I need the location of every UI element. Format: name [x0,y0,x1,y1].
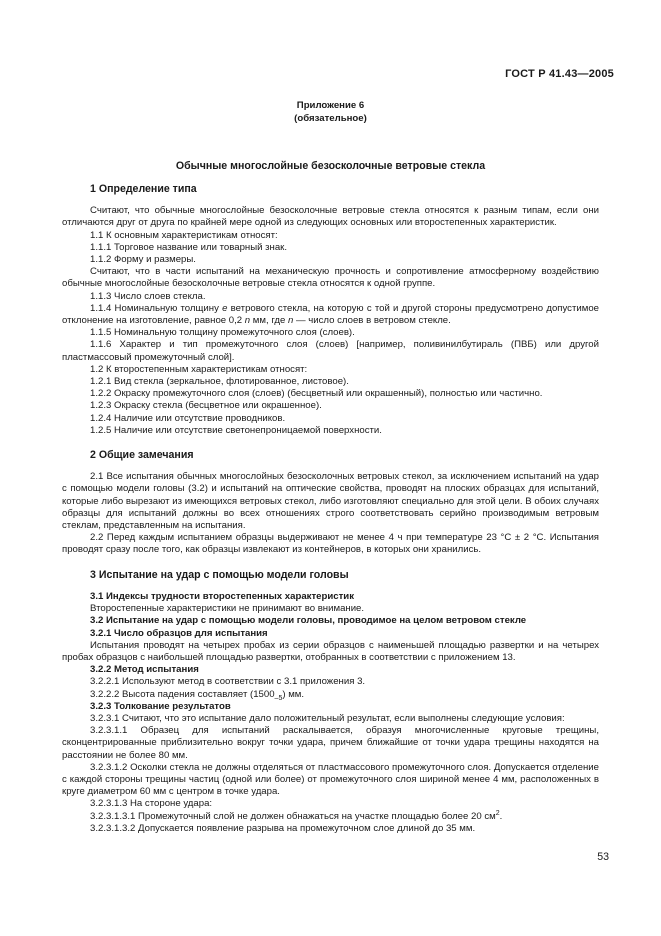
tolerance-subscript: –5 [274,694,283,702]
paragraph: 3.2.2.2 Высота падения составляет $(1500_{-5})$ мм. [90,688,305,702]
subsection-heading: 3.2.2 Метод испытания [90,664,199,676]
paragraph: 3.2.2.1 Используют метод в соответствии с 3.1 приложения 3. [90,676,366,688]
paragraph: 1.1.6 Характер и тип промежуточного слоя (слоев) [например, поливинилбутираль (ПВБ) или другой пластмассовый промежуточный слой]. [62,339,599,363]
paragraph: 1.2.3 Окраску стекла (бесцветное или окрашенное). [90,400,322,412]
subsection-heading: 3.2 Испытание на удар с помощью модели головы, проводимое на целом ветровом стекле [90,615,527,627]
variable-e: е [222,302,228,314]
paragraph: 2.1 Все испытания обычных многослойных безосколочных ветровых стекол, за исключением испытаний на удар с помощью модели головы (3.2) и испытаний на оптические свойства, проводят на плоских образцах для испытаний, которые либо вырезают из имеющихся ветровых стекол, либо изготовляют специально для этой цели. В обоих случаях образцы для испытаний должны во всех отношениях строго соответствовать серийно производимым ветровым стеклам, представленным на испытания. [62,471,599,532]
variable-n: n [288,315,294,327]
paragraph: 1.2.4 Наличие или отсутствие проводников. [90,412,286,424]
subsection-heading: 3.2.3 Толкование результатов [90,700,231,712]
paragraph: 1.2.2 Окраску промежуточного слоя (слоев) (бесцветный или окрашенный), полностью или частично. [90,388,543,400]
appendix-title: Приложение 6 [296,100,365,111]
page-number: 53 [597,851,609,863]
paragraph: 1.1 К основным характеристикам относят: [90,229,278,241]
paragraph: Считают, что обычные многослойные безосколочные ветровые стекла относятся к разным типам, если они отличаются друг от друга по крайней мере одной из следующих основных или второстепенных характеристик. [62,205,599,229]
paragraph: 3.2.3.1.3 На стороне удара: [90,798,213,810]
paragraph: 1.1.3 Число слоев стекла. [90,290,206,302]
paragraph: 1.1.1 Торговое название или товарный знак. [90,241,288,253]
document-body [62,183,599,835]
paragraph: 1.2.1 Вид стекла (зеркальное, флотированное, листовое). [90,376,349,388]
paragraph: Испытания проводят на четырех пробах из серии образцов с наименьшей площадью развертки и на четырех пробах образцов с наибольшей площадью развертки, отобранных в соответствии с приложением 13. [62,639,599,663]
paragraph: 1.1.5 Номинальную толщину промежуточного слоя (слоев). [90,327,355,339]
subsection-heading: 3.2.1 Число образцов для испытания [90,627,268,639]
paragraph: 1.1.2 Форму и размеры. [90,254,196,266]
paragraph: Второстепенные характеристики не принимают во внимание. [90,603,365,615]
section-heading: 2 Общие замечания [90,449,194,462]
variable-n: n [244,315,251,327]
paragraph: 2.2 Перед каждым испытанием образцы выдерживают не менее 4 ч при температуре 23 °С ± 2 °С. Испытания проводят сразу после того, как образцы извлекают из контейнеров, в которых они хранились. [62,532,599,556]
paragraph: 3.2.3.1.1 Образец для испытаний раскалывается, образуя многочисленные круговые трещины, сконцентрированные приблизительно вокруг точки удара, причем ближайшие от точки удара трещины находятся на расстоянии не более 80 мм. [62,725,599,761]
paragraph: 1.2 К второстепенным характеристикам относят: [90,363,308,375]
appendix-heading [0,100,661,125]
paragraph: 3.2.3.1.3.1 Промежуточный слой не должен обнажаться на участке площадью более 20 $см^2$. [90,809,503,822]
paragraph: 1.1.4 Номинальную толщину е ветрового стекла, на которую с той и другой стороны предусмотрено допустимое отклонение на изготовление, равное 0,2 n мм, где n — число слоев в ветровом стекле. [62,302,599,327]
paragraph: 3.2.3.1.2 Осколки стекла не должны отделяться от пластмассового промежуточного слоя. Допускается отделение с каждой стороны трещины частиц (одной или более) от промежуточного слоя шириной менее 4 мм, расположенных в круге диаметром 60 мм с центром в точке удара. [62,761,599,798]
section-heading: 1 Определение типа [90,183,197,195]
paragraph: 3.2.3.1 Считают, что это испытание дало положительный результат, если выполнены следующие условия: [90,712,565,724]
paragraph: 1.2.5 Наличие или отсутствие светонепроницаемой поверхности. [90,424,382,436]
appendix-subtitle: (обязательное) [294,112,367,124]
document-title: Обычные многослойные безосколочные ветровые стекла [175,160,486,172]
section-heading: 3 Испытание на удар с помощью модели головы [90,568,349,581]
paragraph: 3.2.3.1.3.2 Допускается появление разрыва на промежуточном слое длиной до 35 мм. [90,822,476,834]
area-superscript: 2 [495,809,500,817]
subsection-heading: 3.1 Индексы трудности второстепенных характеристик [90,590,355,602]
paragraph: Считают, что в части испытаний на механическую прочность и сопротивление атмосферному воздействию обычные многослойные безосколочные ветровые стекла относятся к одной группе. [62,266,599,290]
standard-code: ГОСТ Р 41.43—2005 [505,68,614,80]
